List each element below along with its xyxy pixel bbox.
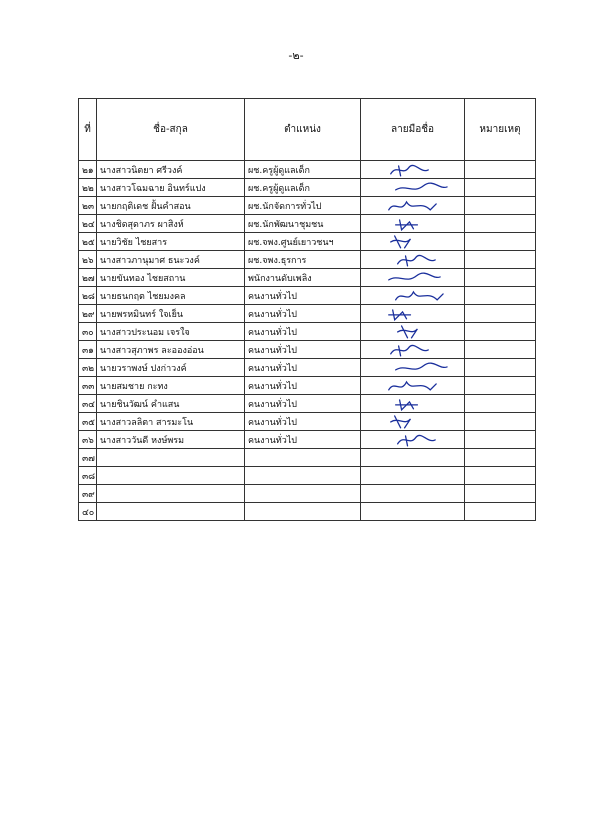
row-remark [465, 359, 536, 377]
row-name: นางสาวประนอม เจรใจ [97, 323, 245, 341]
handwritten-signature [367, 396, 458, 412]
row-position: พนักงานดับเพลิง [245, 269, 361, 287]
row-position: คนงานทั่วไป [245, 287, 361, 305]
table-row [79, 359, 536, 377]
row-name: นายสมชาย กะทง [97, 377, 245, 395]
handwritten-signature [367, 360, 458, 376]
row-remark [465, 467, 536, 485]
row-remark [465, 503, 536, 521]
row-remark [465, 449, 536, 467]
row-number: ๒๒ [79, 179, 97, 197]
row-signature [361, 323, 465, 341]
table-row [79, 269, 536, 287]
row-name: นางสาวโฉมฉาย อินทร์แปง [97, 179, 245, 197]
row-name: นายขันทอง ไชยสถาน [97, 269, 245, 287]
row-name: นางสาวสุภาพร ละอองอ่อน [97, 341, 245, 359]
row-name: นายชินวัฒน์ คำแสน [97, 395, 245, 413]
row-position: คนงานทั่วไป [245, 341, 361, 359]
row-remark [465, 179, 536, 197]
row-position: ผช.นักจัดการทั่วไป [245, 197, 361, 215]
row-remark [465, 233, 536, 251]
row-signature [361, 215, 465, 233]
row-number: ๔๐ [79, 503, 97, 521]
row-number: ๓๕ [79, 413, 97, 431]
row-signature [361, 503, 465, 521]
table-row [79, 377, 536, 395]
table-row [79, 467, 536, 485]
row-number: ๓๑ [79, 341, 97, 359]
row-name: นายธนกฤต ไชยมงคล [97, 287, 245, 305]
row-signature [361, 449, 465, 467]
handwritten-signature [367, 270, 458, 286]
handwritten-signature [367, 414, 458, 430]
row-number: ๒๖ [79, 251, 97, 269]
row-position: คนงานทั่วไป [245, 395, 361, 413]
row-remark [465, 377, 536, 395]
row-position: คนงานทั่วไป [245, 323, 361, 341]
row-name [97, 485, 245, 503]
row-number: ๒๔ [79, 215, 97, 233]
row-remark [465, 341, 536, 359]
row-position: ผช.ครูผู้ดูแลเด็ก [245, 161, 361, 179]
row-position: คนงานทั่วไป [245, 413, 361, 431]
table-row [79, 413, 536, 431]
table-row [79, 287, 536, 305]
handwritten-signature [367, 432, 458, 448]
row-name [97, 467, 245, 485]
row-remark [465, 485, 536, 503]
row-number: ๓๖ [79, 431, 97, 449]
row-signature [361, 197, 465, 215]
row-remark [465, 323, 536, 341]
row-number: ๓๐ [79, 323, 97, 341]
handwritten-signature [367, 378, 458, 394]
handwritten-signature [367, 216, 458, 232]
handwritten-signature [367, 306, 458, 322]
row-name: นางสาวนิตยา ศรีวงค์ [97, 161, 245, 179]
table-row [79, 215, 536, 233]
header-signature: ลายมือชื่อ [361, 99, 465, 161]
row-position: คนงานทั่วไป [245, 305, 361, 323]
header-remark: หมายเหตุ [465, 99, 536, 161]
handwritten-signature [367, 162, 458, 178]
row-number: ๒๑ [79, 161, 97, 179]
row-position: คนงานทั่วไป [245, 377, 361, 395]
row-signature [361, 233, 465, 251]
row-position: ผช.นักพัฒนาชุมชน [245, 215, 361, 233]
row-remark [465, 287, 536, 305]
table-row [79, 305, 536, 323]
row-remark [465, 197, 536, 215]
row-signature [361, 269, 465, 287]
row-name: นายกฤติเดช ฝั้นคำสอน [97, 197, 245, 215]
row-position: ผช.จพง.ธุรการ [245, 251, 361, 269]
handwritten-signature [367, 288, 458, 304]
table-body [79, 161, 536, 521]
row-signature [361, 161, 465, 179]
table-row [79, 233, 536, 251]
table-header-row [79, 99, 536, 161]
row-name [97, 449, 245, 467]
table-row [79, 161, 536, 179]
page-number: -๒- [288, 49, 304, 62]
row-number: ๒๙ [79, 305, 97, 323]
table-row [79, 341, 536, 359]
row-signature [361, 413, 465, 431]
handwritten-signature [367, 234, 458, 250]
row-position: คนงานทั่วไป [245, 359, 361, 377]
row-signature [361, 251, 465, 269]
row-number: ๒๘ [79, 287, 97, 305]
row-signature [361, 431, 465, 449]
table-row [79, 197, 536, 215]
row-name: นางชิดสุดาภร ผาสิงห์ [97, 215, 245, 233]
header-position: ตำแหน่ง [245, 99, 361, 161]
row-name [97, 503, 245, 521]
row-position: ผช.ครูผู้ดูแลเด็ก [245, 179, 361, 197]
table-row [79, 449, 536, 467]
handwritten-signature [367, 324, 458, 340]
row-name: นายพรหมินทร์ ใจเย็น [97, 305, 245, 323]
row-remark [465, 395, 536, 413]
row-signature [361, 377, 465, 395]
row-signature [361, 341, 465, 359]
row-signature [361, 467, 465, 485]
row-position [245, 485, 361, 503]
row-number: ๓๙ [79, 485, 97, 503]
row-number: ๓๘ [79, 467, 97, 485]
row-name: นายวราพงษ์ ปงก่าวงค์ [97, 359, 245, 377]
row-signature [361, 179, 465, 197]
row-name: นางสาวภานุมาศ ธนะวงค์ [97, 251, 245, 269]
row-number: ๒๕ [79, 233, 97, 251]
handwritten-signature [367, 342, 458, 358]
handwritten-signature [367, 180, 458, 196]
row-remark [465, 413, 536, 431]
table-row [79, 251, 536, 269]
row-signature [361, 359, 465, 377]
table-row [79, 179, 536, 197]
row-remark [465, 215, 536, 233]
table-row [79, 395, 536, 413]
attendance-table [78, 98, 536, 521]
row-remark [465, 269, 536, 287]
table-row [79, 485, 536, 503]
row-number: ๒๓ [79, 197, 97, 215]
row-signature [361, 287, 465, 305]
row-position [245, 467, 361, 485]
row-number: ๒๗ [79, 269, 97, 287]
header-name: ชื่อ-สกุล [97, 99, 245, 161]
row-remark [465, 161, 536, 179]
row-number: ๓๒ [79, 359, 97, 377]
table-row [79, 503, 536, 521]
row-signature [361, 395, 465, 413]
row-name: นางสาววันดี หงษ์พรม [97, 431, 245, 449]
row-signature [361, 485, 465, 503]
row-remark [465, 431, 536, 449]
row-name: นางสาวลลิตา สารมะโน [97, 413, 245, 431]
handwritten-signature [367, 198, 458, 214]
row-position [245, 449, 361, 467]
table-row [79, 323, 536, 341]
row-number: ๓๔ [79, 395, 97, 413]
row-position: คนงานทั่วไป [245, 431, 361, 449]
table-row [79, 431, 536, 449]
row-remark [465, 251, 536, 269]
row-name: นายวิชัย ไชยสาร [97, 233, 245, 251]
row-position: ผช.จพง.ศูนย์เยาวชนฯ [245, 233, 361, 251]
row-remark [465, 305, 536, 323]
row-signature [361, 305, 465, 323]
row-number: ๓๗ [79, 449, 97, 467]
header-number: ที่ [79, 99, 97, 161]
row-position [245, 503, 361, 521]
row-number: ๓๓ [79, 377, 97, 395]
handwritten-signature [367, 252, 458, 268]
